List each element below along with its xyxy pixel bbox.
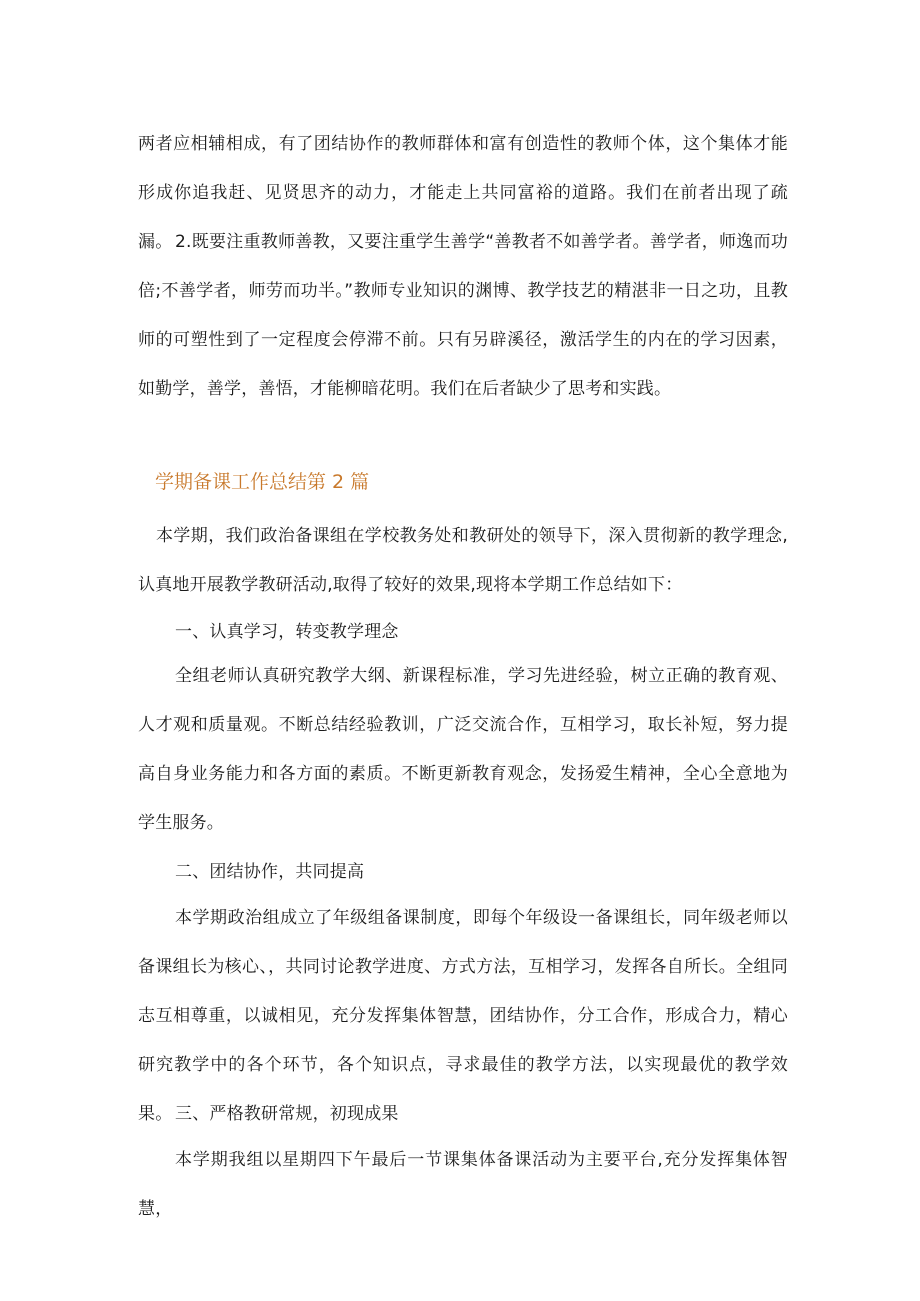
section-title: 学期备课工作总结第 2 篇 bbox=[155, 471, 370, 493]
subsection-body-1: 全组老师认真研究教学大纲、新课程标准，学习先进经验，树立正确的教育观、人才观和质量观。不断总结经验教训，广泛交流合作，互相学习，取长补短，努力提高自身业务能力和各方面的素质。不断更新教育观念，发扬爱生精神，全心全意地为学生服务。 bbox=[138, 666, 788, 833]
subsection-heading-3: 三、严格教研常规，初现成果 bbox=[175, 1104, 399, 1124]
subsection-body-2: 本学期政治组成立了年级组备课制度，即每个年级设一备课组长，同年级老师以备课组长为核心、，共同讨论教学进度、方式方法，互相学习，发挥各自所长。全组同志互相尊重，以诚相见，充分发挥集体智慧，团结协作，分工合作，形成合力，精心研究教学中的各个环节，各个知识点，寻求最佳的教学方法，以实现最优的教学效果。 bbox=[138, 908, 788, 1124]
subsection-heading-1: 一、认真学习，转变教学理念 bbox=[175, 622, 399, 642]
subsection-body-3: 本学期我组以星期四下午最后一节课集体备课活动为主要平台,充分发挥集体智慧， bbox=[138, 1150, 788, 1219]
paragraph-point-2: 2.既要注重教师善教，又要注重学生善学“善教者不如善学者。善学者，师逸而功倍;不善学者，师劳而功半。”教师专业知识的渊博、教学技艺的精湛非一日之功，且教师的可塑性到了一定程度会停滞不前。只有另辟溪径，激活学生的内在的学习因素，如勤学，善学，善悟，才能柳暗花明。我们在后者缺少了思考和实践。 bbox=[138, 232, 788, 399]
subsection-heading-2: 二、团结协作，共同提高 bbox=[175, 862, 365, 882]
paragraph-continuation: 两者应相辅相成，有了团结协作的教师群体和富有创造性的教师个体，这个集体才能形成你追我赶、见贤思齐的动力，才能走上共同富裕的道路。我们在前者出现了疏漏。 bbox=[138, 134, 788, 252]
intro-paragraph: 本学期，我们政治备课组在学校教务处和教研处的领导下，深入贯彻新的教学理念,认真地开展教学教研活动,取得了较好的效果,现将本学期工作总结如下： bbox=[138, 526, 788, 595]
